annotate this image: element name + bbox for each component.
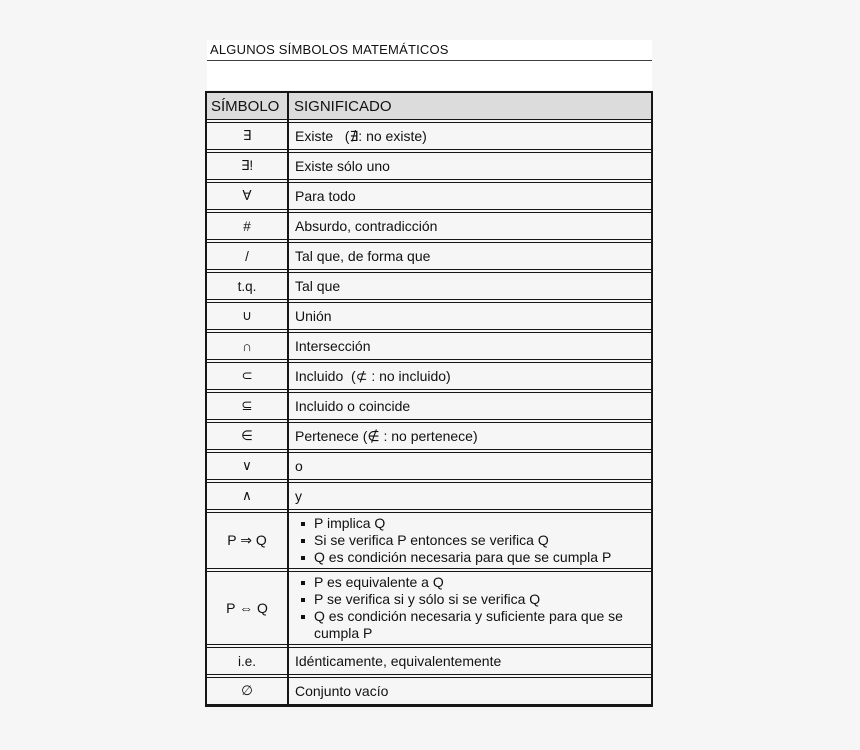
symbol-cell: ∅ <box>241 683 253 698</box>
page-title: ALGUNOS SÍMBOLOS MATEMÁTICOS <box>207 40 652 61</box>
bullet-text: P implica Q <box>314 515 386 531</box>
symbol-cell: t.q. <box>237 278 257 294</box>
meaning-cell: Existe sólo uno <box>295 158 390 174</box>
bullet-text: P se verifica si y sólo si se verifica Q <box>314 591 541 607</box>
symbol-cell: ∀ <box>242 188 252 203</box>
meaning-cell: Idénticamente, equivalentemente <box>295 653 502 669</box>
bullet-text: Q es condición necesaria para que se cumpla P <box>314 549 612 565</box>
table-row <box>207 571 651 645</box>
table-row <box>207 512 651 569</box>
table-row <box>207 302 651 330</box>
meaning-cell: Intersección <box>295 338 371 354</box>
symbol-cell: ∪ <box>242 308 252 323</box>
bullet-square-icon <box>301 522 305 526</box>
symbol-cell: ∃ <box>242 128 252 143</box>
meaning-cell: o <box>295 458 303 474</box>
meaning-cell: Tal que <box>295 278 341 294</box>
meaning-cell: Conjunto vacío <box>295 683 389 699</box>
table-row <box>207 332 651 360</box>
table-row <box>207 242 651 270</box>
table-row <box>207 452 651 480</box>
meaning-cell: Existe (∄: no existe) <box>295 127 427 144</box>
meaning-cell: Absurdo, contradicción <box>295 218 438 234</box>
table-row <box>207 362 651 390</box>
bullet-text: Si se verifica P entonces se verifica Q <box>314 532 549 548</box>
meaning-cell: Tal que, de forma que <box>295 248 431 264</box>
table-row <box>207 422 651 450</box>
bullet-item <box>287 574 649 591</box>
symbol-cell: ∃! <box>240 158 254 173</box>
bullet-item <box>287 608 649 642</box>
table-row <box>207 482 651 510</box>
meaning-cell: Unión <box>295 308 332 324</box>
column-divider <box>287 93 289 705</box>
symbol-cell: ⊆ <box>241 398 253 413</box>
table-row <box>207 122 651 150</box>
meaning-cell <box>287 572 651 644</box>
table-body <box>207 122 651 705</box>
bullet-item <box>287 549 649 566</box>
bullet-item <box>287 532 649 549</box>
bullet-square-icon <box>301 539 305 543</box>
meaning-cell <box>287 513 651 568</box>
symbol-cell: ∩ <box>242 338 252 354</box>
table-row <box>207 212 651 240</box>
table-row <box>207 677 651 705</box>
symbol-cell: # <box>243 218 251 234</box>
symbols-table <box>205 91 653 707</box>
symbol-cell: ⊂ <box>241 368 253 383</box>
meaning-cell: Incluido (⊄ : no incluido) <box>295 367 451 384</box>
table-row <box>207 647 651 675</box>
symbol-cell: P ⇒ Q <box>227 532 267 548</box>
table-row <box>207 272 651 300</box>
bullet-text: Q es condición necesaria y suficiente para que se cumpla P <box>314 608 627 641</box>
table-header-row <box>207 93 651 120</box>
bullet-item <box>287 515 649 532</box>
bullet-text: P es equivalente a Q <box>314 574 444 590</box>
symbol-cell: P ⇔ Q <box>226 600 268 616</box>
bullet-square-icon <box>301 581 305 585</box>
symbol-cell: ∨ <box>242 458 252 473</box>
table-row <box>207 152 651 180</box>
bullet-square-icon <box>301 556 305 560</box>
symbol-cell: i.e. <box>237 653 256 669</box>
symbol-cell: ∧ <box>242 488 252 503</box>
table-row <box>207 182 651 210</box>
meaning-cell: y <box>295 488 302 504</box>
meaning-cell: Pertenece (∉ : no pertenece) <box>295 427 478 444</box>
meaning-cell: Incluido o coincide <box>295 398 411 414</box>
bullet-item <box>287 591 649 608</box>
bullet-square-icon <box>301 615 305 619</box>
symbol-cell: ∈ <box>241 428 253 443</box>
column-header-simbolo: SÍMBOLO <box>211 97 280 115</box>
symbol-cell: / <box>245 248 249 264</box>
meaning-cell: Para todo <box>295 188 356 204</box>
table-row <box>207 392 651 420</box>
bullet-square-icon <box>301 598 305 602</box>
title-strip <box>207 40 652 90</box>
column-header-significado: SIGNIFICADO <box>294 97 392 115</box>
